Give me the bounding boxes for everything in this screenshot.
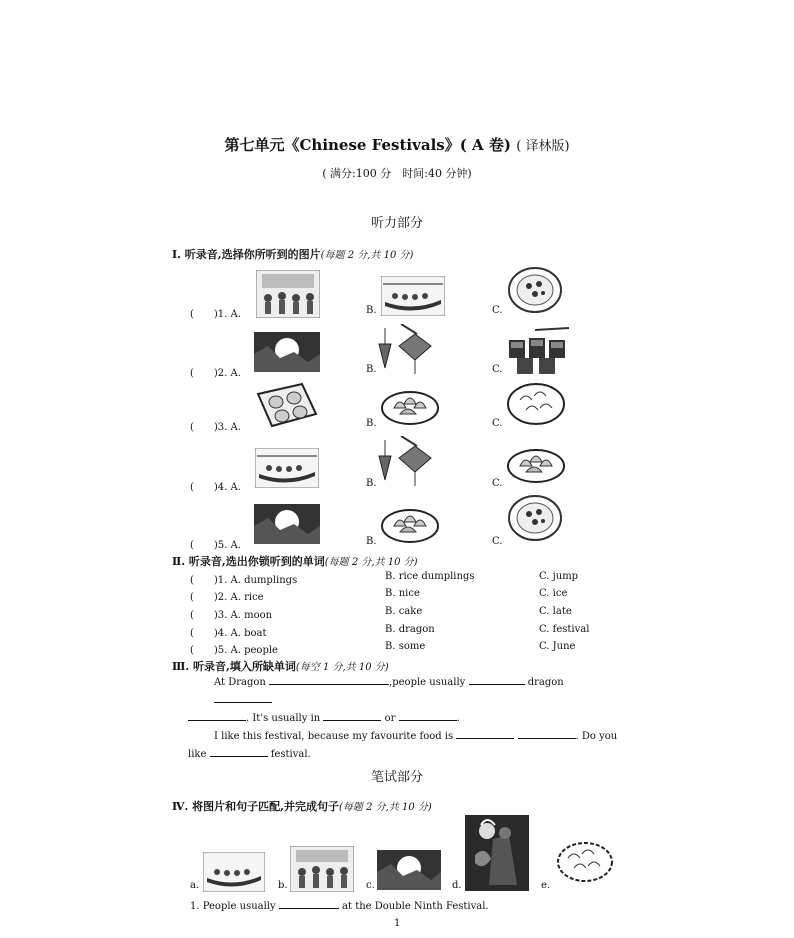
part1-heading-text: Ⅰ. 听录音,选择你所听到的图片	[172, 248, 321, 261]
crowd-scene-icon	[290, 846, 354, 892]
dumplings-plate-icon	[380, 386, 440, 426]
part4-label-d: d.	[452, 880, 462, 891]
dumplings-plate-icon	[506, 444, 566, 484]
part1-row-2-num: ( )2. A.	[190, 368, 241, 379]
part4-heading-text: Ⅳ. 将图片和句子匹配,并完成句子	[172, 800, 339, 813]
part2-row-4-a: ( )4. A. boat	[190, 628, 267, 639]
writing-section-title: 笔试部分	[370, 770, 423, 785]
blank-7[interactable]	[456, 728, 514, 739]
blank-6[interactable]	[399, 710, 457, 721]
part1-row-5-c: C.	[492, 536, 503, 547]
part2-row-4-b: B. dragon	[385, 624, 435, 635]
blank-9[interactable]	[210, 746, 268, 757]
p4a: like	[188, 749, 207, 760]
part3-paragraph	[188, 674, 623, 764]
part2-heading	[172, 553, 418, 569]
blank-5[interactable]	[323, 710, 381, 721]
part3-heading	[172, 658, 389, 674]
page-number: 1	[394, 918, 401, 929]
part1-row-4-b: B.	[366, 478, 377, 489]
part2-row-3-b: B. cake	[385, 606, 423, 617]
part1-row-1-num: ( )1. A.	[190, 309, 241, 320]
rice-dumpling-icon	[377, 436, 441, 488]
part4-label-c: c.	[366, 880, 375, 891]
part2-row-5-c: C. June	[539, 641, 576, 652]
part2-row-3-a: ( )3. A. moon	[190, 610, 273, 621]
dumplings-bowl-icon	[556, 840, 614, 884]
p1a: At Dragon	[214, 677, 266, 688]
part4-heading	[172, 798, 432, 814]
part1-row-1-b: B.	[366, 305, 377, 316]
part2-heading-text: Ⅱ. 听录音,选出你锁听到的单词	[172, 555, 325, 568]
crowd-scene-icon	[256, 270, 320, 318]
part1-row-2-b: B.	[366, 364, 377, 375]
part1-row-5-num: ( )5. A.	[190, 540, 241, 551]
p2c: .	[456, 713, 460, 724]
part2-note: (每题 2 分,共 10 分)	[324, 557, 418, 568]
part2-row-1-b: B. rice dumplings	[385, 571, 475, 582]
blank-8[interactable]	[518, 728, 576, 739]
part2-row-1-a: ( )1. A. dumplings	[190, 575, 298, 586]
part2-row-5-a: ( )5. A. people	[190, 645, 278, 656]
part1-heading	[172, 246, 413, 262]
moon-icon	[254, 504, 320, 544]
part1-row-3-num: ( )3. A.	[190, 422, 241, 433]
part4-note: (每题 2 分,共 10 分)	[338, 802, 432, 813]
rice-dumpling-icon	[377, 324, 441, 376]
dumplings-plate-icon	[380, 504, 440, 544]
dragon-boat-icon	[255, 448, 319, 488]
part2-row-1-c: C. jump	[539, 571, 579, 582]
part3-line-4	[188, 746, 623, 764]
part4-label-e: e.	[541, 880, 551, 891]
q1-blank[interactable]	[279, 898, 339, 909]
p4b: festival.	[270, 749, 311, 760]
moon-icon	[377, 850, 441, 890]
part2-row-3-c: C. late	[539, 606, 572, 617]
part1-row-5-b: B.	[366, 536, 377, 547]
part3-note: (每空 1 分,共 10 分)	[295, 662, 389, 673]
part2-row-5-b: B. some	[385, 641, 426, 652]
p2b: or	[384, 713, 396, 724]
dumplings-bowl-icon	[506, 380, 566, 426]
edition-text: ( 译林版)	[516, 139, 570, 154]
part1-row-4-num: ( )4. A.	[190, 482, 241, 493]
part1-row-1-c: C.	[492, 305, 503, 316]
dragon-boat-icon	[381, 276, 445, 316]
cake-boxes-icon	[505, 326, 569, 376]
part3-line-1	[188, 674, 623, 710]
p1b: ,people usually	[389, 677, 466, 688]
p3b: . Do you	[575, 731, 618, 742]
blank-1[interactable]	[269, 674, 389, 685]
moon-icon	[254, 332, 320, 372]
gift-box-icon	[254, 380, 320, 430]
page-title	[0, 134, 794, 155]
blank-4[interactable]	[188, 710, 246, 721]
part4-label-a: a.	[190, 880, 200, 891]
part2-row-4-c: C. festival	[539, 624, 590, 635]
blank-3[interactable]	[214, 692, 272, 703]
chongyang-figure-icon	[465, 815, 529, 891]
part3-line-3	[188, 728, 623, 746]
listening-section-title: 听力部分	[370, 216, 423, 231]
mooncake-icon	[507, 494, 563, 542]
part1-row-3-b: B.	[366, 418, 377, 429]
page-subtitle: ( 满分:100 分 时间:40 分钟)	[322, 167, 472, 180]
part3-heading-text: Ⅲ. 听录音,填入所缺单词	[172, 660, 296, 673]
part1-row-4-c: C.	[492, 478, 503, 489]
part2-row-2-a: ( )2. A. rice	[190, 592, 264, 603]
part1-row-3-c: C.	[492, 418, 503, 429]
p2a: . It's usually in	[246, 713, 321, 724]
p3a: I like this festival, because my favourite food is	[214, 731, 454, 742]
title-text: 第七单元《Chinese Festivals》( A 卷)	[224, 136, 511, 154]
q1b: at the Double Ninth Festival.	[342, 901, 489, 912]
mooncake-icon	[507, 266, 563, 314]
part1-row-2-c: C.	[492, 364, 503, 375]
part2-row-2-b: B. nice	[385, 588, 420, 599]
q1a: 1. People usually	[190, 901, 276, 912]
part2-row-2-c: C. ice	[539, 588, 568, 599]
p1c: dragon	[527, 677, 564, 688]
dragon-boat-icon	[203, 852, 265, 892]
part4-label-b: b.	[278, 880, 288, 891]
part1-note: (每题 2 分,共 10 分)	[320, 250, 414, 261]
part4-question-1	[190, 898, 489, 912]
part3-line-2	[188, 710, 623, 728]
blank-2[interactable]	[469, 674, 525, 685]
